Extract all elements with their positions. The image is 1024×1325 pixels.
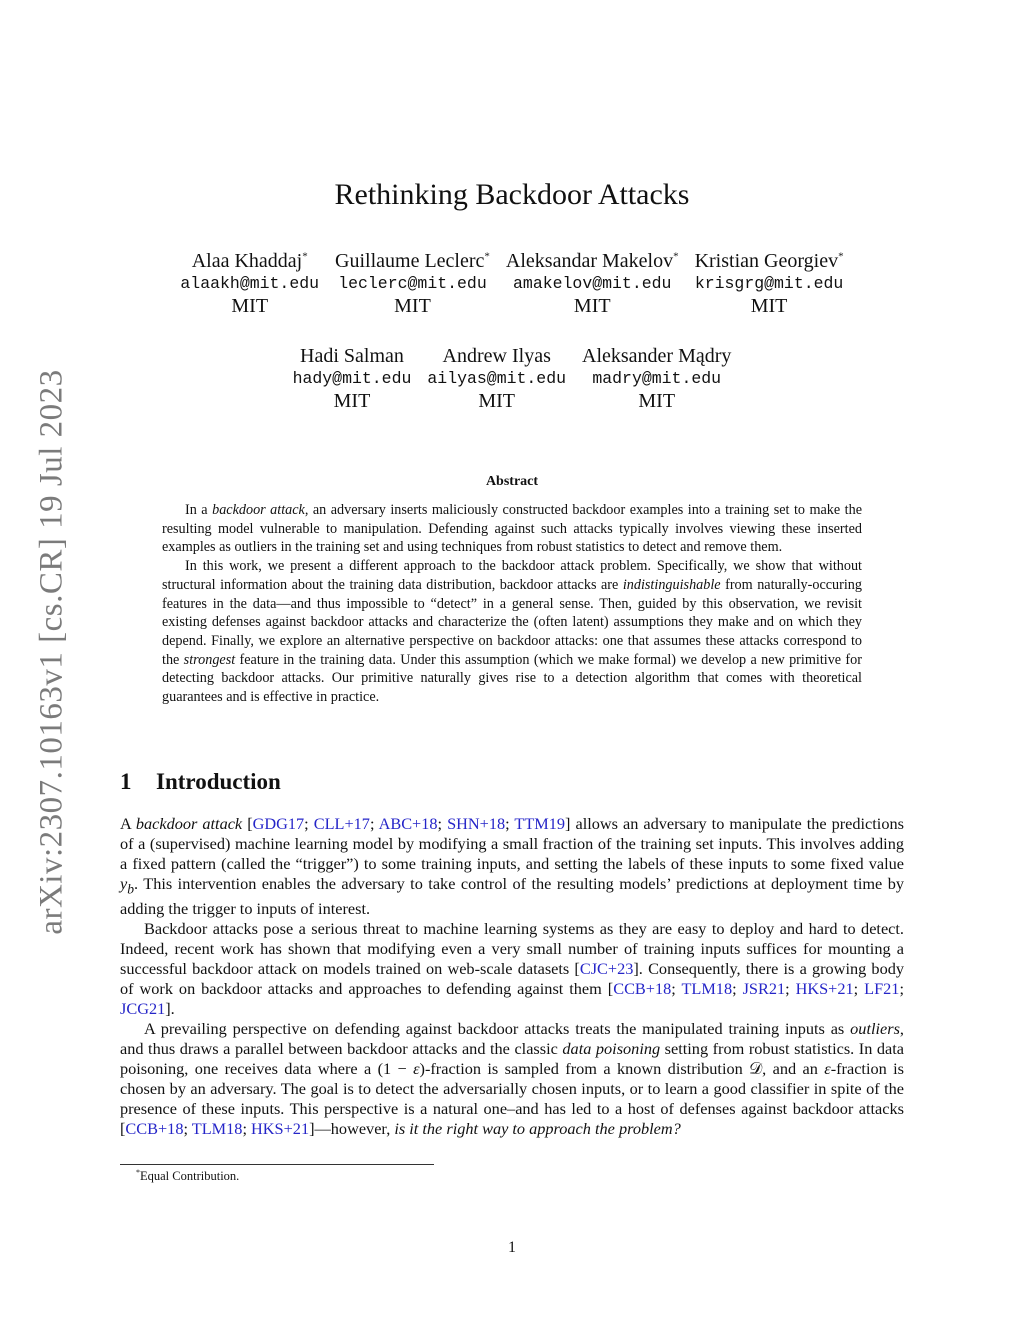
footnote <box>136 1168 239 1184</box>
emphasis: data poisoning <box>562 1039 661 1059</box>
citation-link[interactable]: SHN+18 <box>447 814 506 833</box>
emphasis: ε <box>824 1059 831 1079</box>
introduction-body <box>120 814 904 1139</box>
author-affiliation: MIT <box>231 295 269 317</box>
equal-contribution-mark: * <box>484 250 490 263</box>
text-run: ; <box>369 814 379 833</box>
author-affiliation: MIT <box>638 390 676 412</box>
abstract-paragraph-1 <box>162 501 862 557</box>
author-block <box>427 344 566 412</box>
author-block <box>506 249 679 317</box>
author-email: krisgrg@mit.edu <box>694 274 844 293</box>
text-run: ; <box>671 979 682 999</box>
citation-link[interactable]: JCG21 <box>120 999 166 1019</box>
author-affiliation: MIT <box>478 390 516 412</box>
author-affiliation: MIT <box>394 295 431 317</box>
author-row-1 <box>0 249 1024 317</box>
author-name <box>695 249 844 273</box>
equal-contribution-mark: * <box>838 250 844 263</box>
text-run: ; <box>242 1119 252 1139</box>
abstract-heading: Abstract <box>485 474 539 489</box>
text-run: feature in the training data. Under this assumption (which we make formal) we develop a new primitive for detecting backdoor attacks. Our primitive naturally gives rise to a detection algorithm that comes with theoretical guarantees and is effective in practice. <box>162 651 862 706</box>
author-name-text: Aleksandar Makelov <box>505 250 674 272</box>
author-email: hady@mit.edu <box>292 369 412 388</box>
text-run: ; <box>437 814 448 833</box>
equal-contribution-mark: * <box>302 250 308 263</box>
author-affiliation: MIT <box>333 390 371 412</box>
emphasis: y <box>120 874 128 893</box>
citation-link[interactable]: TTM19 <box>514 814 566 833</box>
author-name-text: Kristian Georgiev <box>694 250 839 272</box>
text-run: In a <box>185 502 213 518</box>
author-email: amakelov@mit.edu <box>513 274 672 293</box>
citation-link[interactable]: CCB+18 <box>613 979 672 999</box>
author-email: alaakh@mit.edu <box>180 274 320 293</box>
author-name <box>582 344 731 368</box>
text-run: ; <box>853 979 865 999</box>
author-name <box>335 249 490 273</box>
intro-paragraph-1 <box>120 814 904 919</box>
citation-link[interactable]: ABC+18 <box>378 814 438 833</box>
author-name-text: Aleksander Mądry <box>582 345 732 367</box>
paper-title: Rethinking Backdoor Attacks <box>334 178 690 211</box>
text-run: ; <box>304 814 314 833</box>
author-name-text: Andrew Ilyas <box>442 345 551 367</box>
citation-link[interactable]: CCB+18 <box>125 1119 184 1139</box>
emphasis: ε <box>413 1059 420 1079</box>
emphasis: backdoor attack <box>135 814 243 833</box>
text-run: ; <box>732 979 743 999</box>
text-run: A <box>120 814 136 833</box>
abstract <box>162 501 862 707</box>
emphasis: is it the right way to approach the problem? <box>394 1119 681 1139</box>
text-run: Backdoor attacks pose a serious threat to machine learning systems as they are easy to deploy and hard to detect. Indeed, recent work has shown that modifying even a very small number of training inputs suffices for mounting a successful backdoor attack on models trained on web-scale datasets [ <box>120 919 904 979</box>
text-run: 𝒟 <box>749 1059 763 1079</box>
author-name-text: Guillaume Leclerc <box>335 250 485 272</box>
author-email: leclerc@mit.edu <box>338 274 487 293</box>
citation-link[interactable]: JSR21 <box>742 979 786 999</box>
intro-paragraph-2 <box>120 919 904 1019</box>
text-run: [ <box>242 814 253 833</box>
text-run: ]. Consequently, there is a growing body of work on backdoor attacks and approaches to defending against them [ <box>120 959 904 999</box>
section-heading-introduction <box>120 769 281 795</box>
citation-link[interactable]: GDG17 <box>252 814 305 833</box>
author-row-2 <box>0 344 1024 412</box>
citation-link[interactable]: LF21 <box>864 979 900 999</box>
text-run: ; <box>505 814 515 833</box>
text-run: In this work, we present a different approach to the backdoor attack problem. Specifically, we show that without structural information about the training data distribution, backdoor attacks are <box>162 558 862 593</box>
section-title: Introduction <box>156 769 281 794</box>
text-run: ; <box>183 1119 192 1139</box>
footnote-divider <box>120 1164 434 1165</box>
author-block <box>582 344 731 412</box>
author-name <box>506 249 679 273</box>
author-block <box>293 344 412 412</box>
equal-contribution-mark: * <box>673 250 679 263</box>
citation-link[interactable]: TLM18 <box>191 1119 243 1139</box>
text-run: A prevailing perspective on defending against backdoor attacks treats the manipulated training inputs as <box>144 1019 851 1039</box>
text-run: ]. <box>165 999 175 1019</box>
text-run: ] allows an adversary to manipulate the predictions of a (supervised) machine learning model by modifying a small fraction of the training set inputs. This involves adding a fixed pattern (called the “trigger”) to some training inputs, and setting the labels of these inputs to some fixed value <box>120 814 904 873</box>
text-run: . This intervention enables the adversary to take control of the resulting models’ predictions at deployment time by adding the trigger to inputs of interest. <box>120 874 904 919</box>
author-affiliation: MIT <box>573 295 611 317</box>
author-name <box>427 344 566 368</box>
abstract-paragraph-2 <box>162 557 862 707</box>
author-block <box>695 249 844 317</box>
author-name-text: Alaa Khaddaj <box>191 250 303 272</box>
emphasis: indistinguishable <box>622 576 721 593</box>
author-name-text: Hadi Salman <box>300 345 404 367</box>
citation-link[interactable]: TLM18 <box>681 979 733 999</box>
author-block <box>335 249 490 317</box>
math-subscript: b <box>127 881 135 897</box>
section-number: 1 <box>120 769 132 794</box>
author-email: ailyas@mit.edu <box>427 369 567 388</box>
intro-paragraph-3 <box>120 1019 904 1139</box>
author-block <box>180 249 319 317</box>
author-name <box>293 344 412 368</box>
arxiv-stamp: arXiv:2307.10163v1 [cs.CR] 19 Jul 2023 <box>33 369 70 935</box>
footnote-text: Equal Contribution. <box>140 1169 240 1184</box>
text-run: from naturally-occuring features in the data—and thus impossible to “detect” in a general sense. Then, guided by this observation, we revisit existing defenses against backdoor attacks and characterize the (often latent) assumptions they make and on which they depend. Finally, we explore an alternative perspective on backdoor attacks: one that assumes these attacks correspond to the <box>162 576 862 668</box>
citation-link[interactable]: CJC+23 <box>579 959 634 979</box>
text-run: , and thus draws a parallel between backdoor attacks and the classic <box>120 1019 904 1059</box>
author-name <box>180 249 319 273</box>
footnote-mark: * <box>136 1168 140 1177</box>
author-affiliation: MIT <box>750 295 788 317</box>
text-run: )-fraction is sampled from a known distribution <box>419 1059 750 1079</box>
text-run: -fraction is chosen by an adversary. The goal is to detect the adversarially chosen inputs, or to learn a good classifier in spite of the presence of these inputs. This perspective is a natural one–and has led to a host of defenses against backdoor attacks [ <box>120 1059 905 1139</box>
text-run: setting from robust statistics. In data poisoning, one receives data where a (1 − <box>120 1039 904 1079</box>
page-number: 1 <box>508 1239 516 1256</box>
text-run: ]—however, <box>309 1119 395 1139</box>
emphasis: backdoor attack <box>212 502 305 518</box>
text-run: , an adversary inserts maliciously constructed backdoor examples into a training set to make the resulting model vulnerable to manipulation. Defending against such attacks typically involves viewing these inserted examples as outliers in the training set and using techniques from robust statistics to detect and remove them. <box>162 502 862 556</box>
emphasis: strongest <box>183 651 236 668</box>
citation-link[interactable]: HKS+21 <box>251 1119 310 1139</box>
citation-link[interactable]: HKS+21 <box>795 979 854 999</box>
emphasis: outliers <box>850 1019 900 1039</box>
text-run: ; <box>899 979 904 999</box>
citation-link[interactable]: CLL+17 <box>313 814 370 833</box>
author-email: madry@mit.edu <box>592 369 722 388</box>
text-run: , and an <box>762 1059 825 1079</box>
text-run: ; <box>785 979 796 999</box>
